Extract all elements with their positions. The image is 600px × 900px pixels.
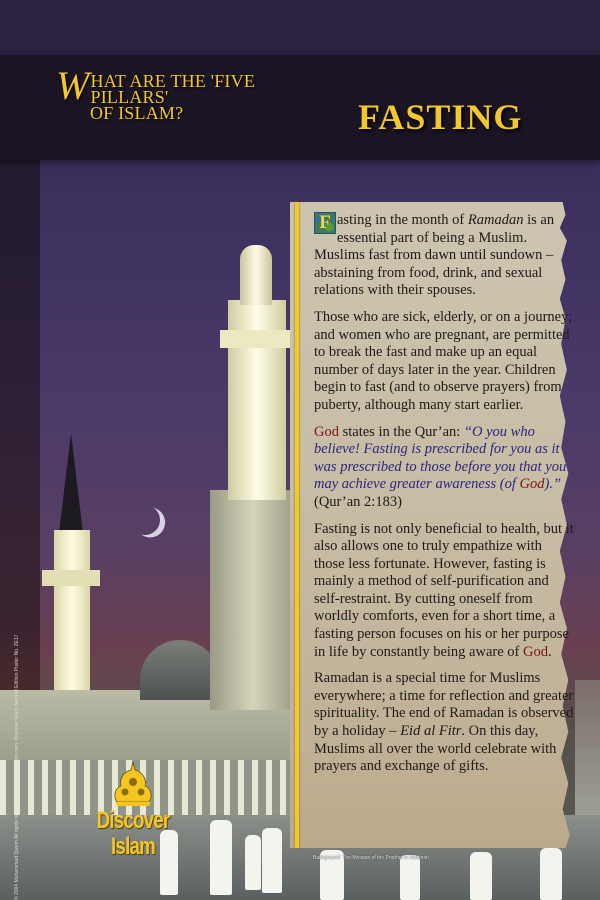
right-minaret-top xyxy=(240,245,272,305)
right-minaret-balcony xyxy=(220,330,294,348)
worshipper-figure xyxy=(540,848,562,900)
quran-citation: (Qur’an 2:183) xyxy=(314,493,402,510)
worshipper-figure xyxy=(262,828,282,893)
discover-islam-logo xyxy=(58,762,208,860)
p5-text: Ramadan is a special time for Muslims everywhere; a time for reflection and greater spirituality. The end of Ramadan is observed by a holiday – xyxy=(314,670,574,740)
p5-end: . On this day, Muslims all over the world celebrate with prayers and exchange of gifts. xyxy=(314,723,557,775)
arabesque-ornament-icon xyxy=(111,762,155,810)
ramadan-term: Ramadan xyxy=(467,212,524,228)
quote-end: ).” xyxy=(544,476,562,493)
series-title xyxy=(56,63,303,123)
logo-text: Discover Islam xyxy=(96,807,170,860)
p4-text: Fasting is not only beneficial to health, but it also allows one to truly empathize with those less fortunate. However, fasting is mainly a method of self-purification and self-restraint. By cutting oneself from worldly comforts, even for a short time, a fasting person focuses on his or her purpose in life by constantly being aware of xyxy=(314,520,574,660)
quote-god-term: God xyxy=(519,476,545,493)
topic-title: FASTING xyxy=(358,97,523,137)
worshipper-figure xyxy=(245,835,261,890)
quran-quote: “O you who believe! Fasting is prescribed for you as it was prescribed to those before you that you may achieve greater awareness (of xyxy=(314,423,567,493)
minaret-spire xyxy=(59,433,83,533)
paragraph-4 xyxy=(314,521,576,662)
series-title-line2: OF ISLAM? xyxy=(90,103,184,123)
right-minaret-base xyxy=(210,490,296,710)
paragraph-1 xyxy=(314,212,576,300)
yellow-rule xyxy=(295,202,299,848)
copyright-notice: © 2004 Muhammad Qasim All rights reserved. www.discoverislam.com. Discover Islam Second Edition Poster No. 2E17 xyxy=(14,634,20,900)
left-minaret xyxy=(54,530,90,690)
crescent-moon-icon xyxy=(126,501,164,539)
right-building xyxy=(575,680,600,820)
paragraph-5 xyxy=(314,670,576,776)
illuminated-drop-cap-icon: F xyxy=(314,212,336,234)
top-band xyxy=(0,0,600,55)
god-term: God xyxy=(314,423,339,440)
paragraph-2: Those who are sick, elderly, or on a journey; and women who are pregnant, are permitted to break the fast and make up an equal number of days later in the year. Children begin to fast (and to observe prayers) from puberty, although many start earlier. xyxy=(314,308,573,413)
photo-caption: Background: The Mosque of the Prophet in Madinah xyxy=(313,855,429,861)
p1-text: asting in the month of xyxy=(337,212,468,228)
series-title-initial: W xyxy=(56,63,90,108)
worshipper-figure xyxy=(400,855,420,900)
p4-end: . xyxy=(547,643,552,660)
left-minaret-balcony xyxy=(42,570,100,586)
p3-intro: states in the Qur’an: xyxy=(338,423,464,440)
p1-text-rest: is an essential part of being a Muslim. Muslims fast from dawn until sundown – abstaining from food, drink, and sexual relations with their spouses. xyxy=(314,212,555,299)
worshipper-figure xyxy=(210,820,232,895)
paragraph-3 xyxy=(314,424,576,512)
series-title-line1: HAT ARE THE 'FIVE PILLARS' xyxy=(90,71,256,107)
panel-text xyxy=(314,212,576,785)
green-dome xyxy=(140,640,220,700)
eid-term: Eid al Fitr xyxy=(400,723,462,740)
god-term: God xyxy=(522,643,548,660)
worshipper-figure xyxy=(470,852,492,900)
